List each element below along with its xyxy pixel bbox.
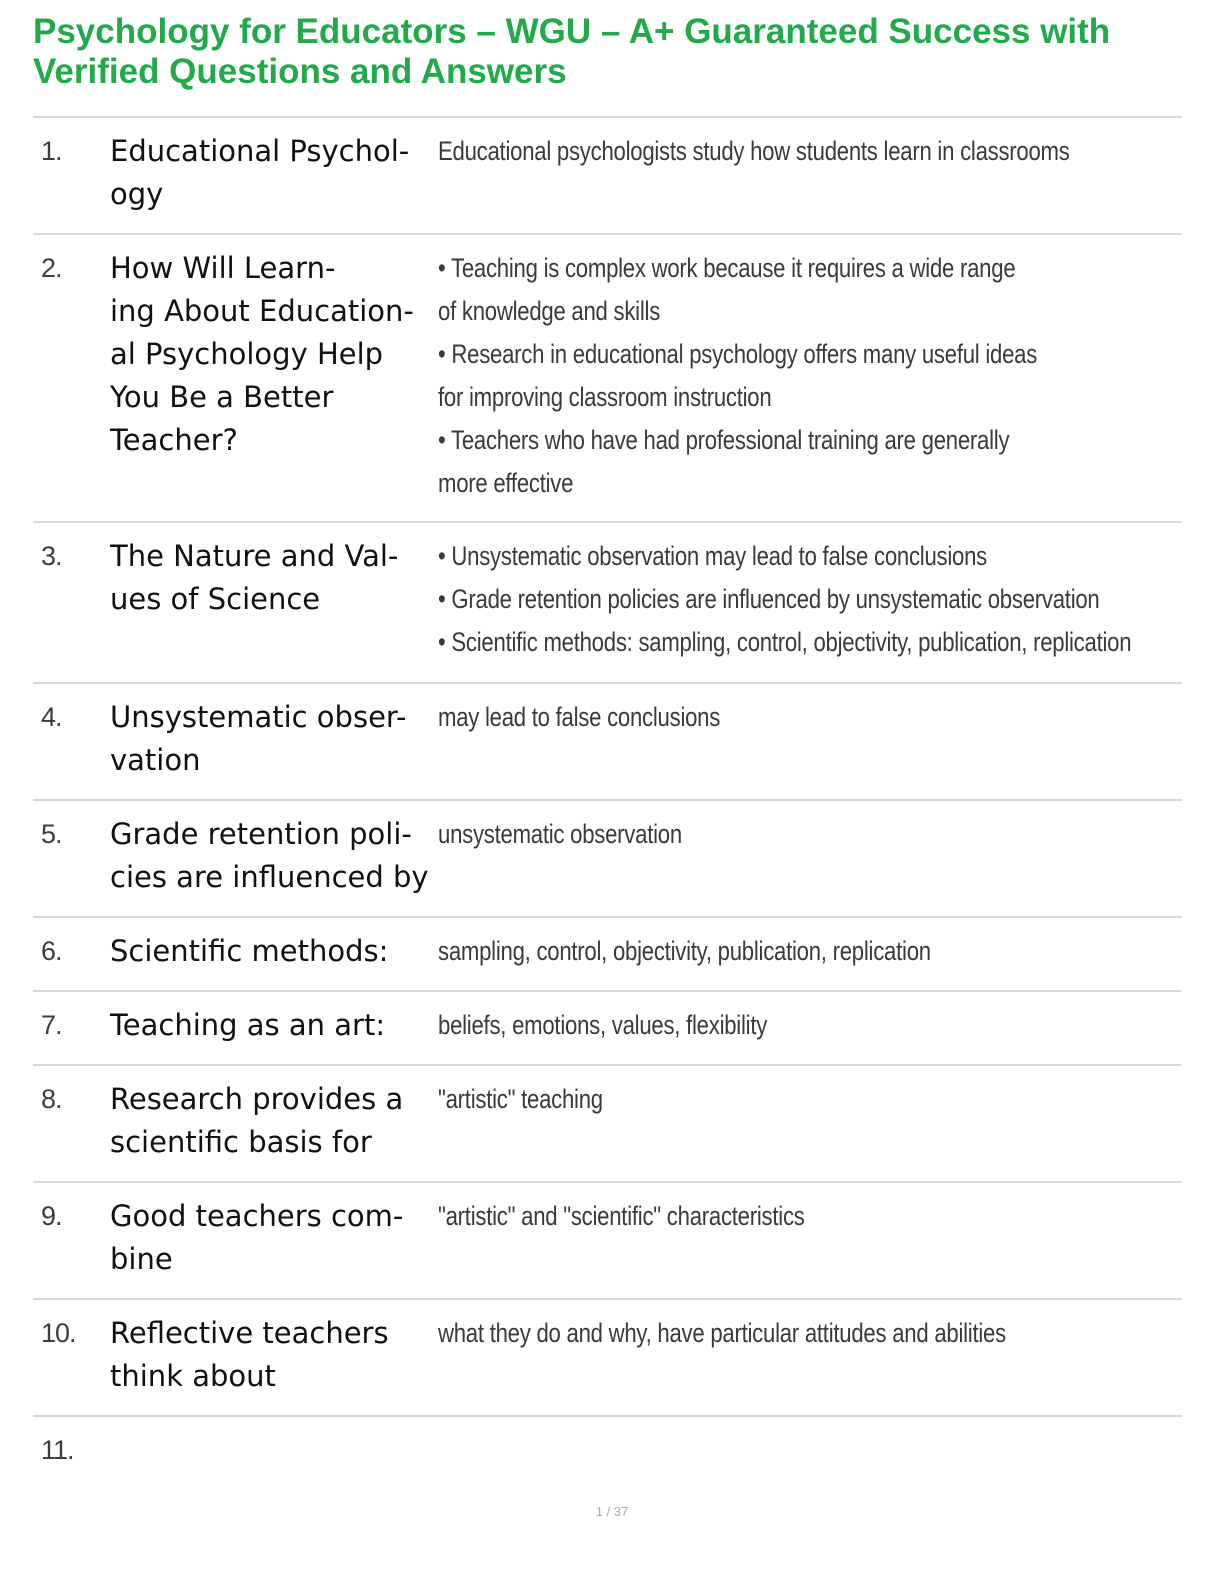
document-title xyxy=(33,12,1193,92)
item-number: 6. xyxy=(41,936,62,966)
qa-row xyxy=(33,992,1182,1066)
definition-line: beliefs, emotions, values, flexibility xyxy=(438,1010,768,1040)
definition-line: for improving classroom instruction xyxy=(438,382,772,412)
term-line: Reflective teachers xyxy=(110,1316,389,1350)
qa-row xyxy=(33,684,1182,801)
question-term xyxy=(110,130,435,216)
item-number: 3. xyxy=(41,541,62,571)
answer-definition xyxy=(438,696,1045,739)
answer-definition xyxy=(438,535,1132,664)
qa-row xyxy=(33,801,1182,918)
item-number: 8. xyxy=(41,1084,62,1114)
term-line: think about xyxy=(110,1359,276,1393)
item-number: 7. xyxy=(41,1010,62,1040)
question-term xyxy=(110,696,435,782)
term-line: Teacher? xyxy=(110,423,238,457)
qa-row xyxy=(33,1300,1182,1417)
question-term xyxy=(110,1004,435,1047)
qa-row xyxy=(33,1183,1182,1300)
term-line: cies are influenced by xyxy=(110,860,429,894)
item-number: 4. xyxy=(41,702,62,732)
qa-row xyxy=(33,1417,1182,1507)
item-number: 1. xyxy=(41,136,62,166)
item-number: 5. xyxy=(41,819,62,849)
definition-line: • Grade retention policies are influenced by unsystematic observation xyxy=(438,584,1100,614)
answer-definition xyxy=(438,247,1045,505)
qa-row xyxy=(33,235,1182,523)
answer-definition xyxy=(438,930,1045,973)
definition-line: unsystematic observation xyxy=(438,819,682,849)
answer-definition xyxy=(438,130,1070,173)
qa-row xyxy=(33,118,1182,235)
term-line: Unsystematic obser- xyxy=(110,700,407,734)
term-line: bine xyxy=(110,1242,173,1276)
item-number: 9. xyxy=(41,1201,62,1231)
definition-line: Educational psychologists study how students learn in classrooms xyxy=(438,136,1070,166)
term-line: Teaching as an art: xyxy=(110,1008,386,1042)
question-term xyxy=(110,535,435,621)
definition-line: of knowledge and skills xyxy=(438,296,661,326)
term-line: ogy xyxy=(110,177,164,211)
definition-line: sampling, control, objectivity, publication, replication xyxy=(438,936,931,966)
definition-line: "artistic" and "scientific" characteristics xyxy=(438,1201,805,1231)
term-line: ing About Education- xyxy=(110,294,414,328)
qa-row xyxy=(33,918,1182,992)
item-number: 2. xyxy=(41,253,62,283)
question-term xyxy=(110,1195,435,1281)
term-line: Scientific methods: xyxy=(110,934,389,968)
definition-line: what they do and why, have particular attitudes and abilities xyxy=(438,1318,1006,1348)
question-term xyxy=(110,813,435,899)
answer-definition xyxy=(438,1004,1045,1047)
definition-line: "artistic" teaching xyxy=(438,1084,603,1114)
definition-line: • Scientific methods: sampling, control, objectivity, publication, replication xyxy=(438,627,1132,657)
term-line: Grade retention poli- xyxy=(110,817,412,851)
item-number: 11. xyxy=(41,1435,74,1465)
answer-definition xyxy=(438,1195,1045,1238)
answer-definition xyxy=(438,813,1045,856)
question-term xyxy=(110,1078,435,1164)
definition-line: • Teachers who have had professional training are generally xyxy=(438,425,1010,455)
item-number: 10. xyxy=(41,1318,76,1348)
question-term xyxy=(110,247,435,462)
term-line: Educational Psychol- xyxy=(110,134,410,168)
page-number: 1 / 37 xyxy=(595,1504,629,1519)
answer-definition xyxy=(438,1078,1045,1121)
term-line: How Will Learn- xyxy=(110,251,336,285)
qa-list xyxy=(33,116,1182,1507)
definition-line: • Teaching is complex work because it requires a wide range xyxy=(438,253,1016,283)
title-line-2: Verified Questions and Answers xyxy=(33,52,567,91)
definition-line: • Unsystematic observation may lead to false conclusions xyxy=(438,541,987,571)
definition-line: more effective xyxy=(438,468,574,498)
term-line: ues of Science xyxy=(110,582,321,616)
term-line: The Nature and Val- xyxy=(110,539,399,573)
term-line: You Be a Better xyxy=(110,380,334,414)
title-line-1: Psychology for Educators – WGU – A+ Guaranteed Success with xyxy=(33,12,1111,51)
definition-line: • Research in educational psychology offers many useful ideas xyxy=(438,339,1038,369)
question-term xyxy=(110,930,435,973)
qa-row xyxy=(33,1066,1182,1183)
answer-definition xyxy=(438,1312,1045,1355)
definition-line: may lead to false conclusions xyxy=(438,702,721,732)
term-line: vation xyxy=(110,743,201,777)
term-line: al Psychology Help xyxy=(110,337,384,371)
qa-row xyxy=(33,523,1182,684)
question-term xyxy=(110,1312,435,1398)
term-line: Good teachers com- xyxy=(110,1199,404,1233)
term-line: Research provides a xyxy=(110,1082,404,1116)
term-line: scientific basis for xyxy=(110,1125,372,1159)
